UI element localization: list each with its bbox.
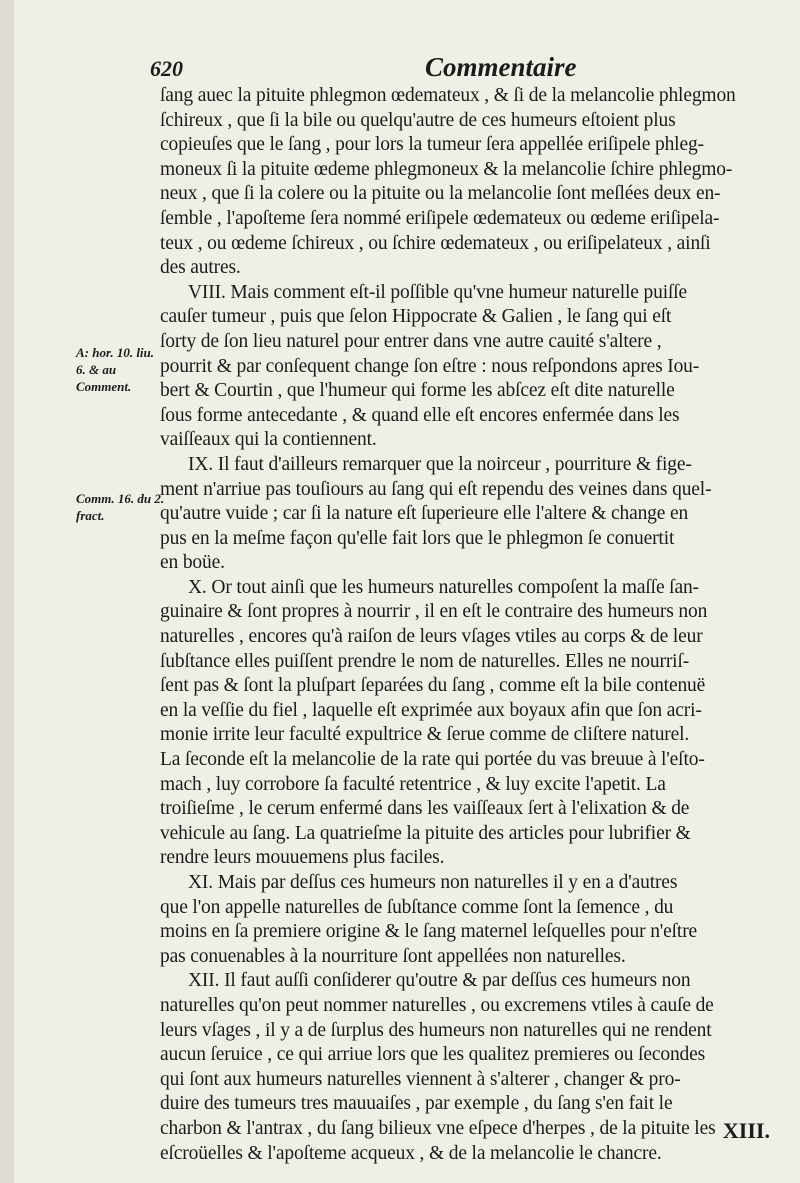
text-line: X. Or tout ainſi que les humeurs naturelles compoſent la maſſe ſan-: [188, 576, 699, 598]
text-line: troiſieſme , le cerum enfermé dans les vaiſſeaux ſert à l'elixation & de: [160, 798, 690, 820]
running-title: Commentaire: [425, 52, 577, 82]
text-line: teux , ou œdeme ſchireux , ou ſchire œdemateux , ou eriſipelateux , ainſi: [160, 232, 711, 254]
catchword: XIII.: [722, 1118, 770, 1143]
text-line: ſchireux , que ſi la bile ou quelqu'autre de ces humeurs eſtoient plus: [160, 109, 676, 131]
text-line: rendre leurs mouuemens plus faciles.: [160, 847, 445, 869]
text-line: duire des tumeurs tres mauuaiſes , par exemple , du ſang s'en fait le: [160, 1093, 673, 1115]
body-text: [160, 84, 800, 1166]
text-line: des autres.: [160, 257, 241, 279]
text-line: en boüe.: [160, 552, 225, 574]
text-line: ſemble , l'apoſteme ſera nommé eriſipele œdemateux ou œdeme eriſipela-: [160, 207, 720, 229]
text-line: pus en la meſme façon qu'elle fait lors que le phlegmon ſe conuertit: [160, 527, 675, 549]
text-line: pas conuenables à la nourriture ſont appellées non naturelles.: [160, 945, 626, 967]
margin-note: Comm. 16. du 2. fract.: [76, 491, 165, 523]
text-line: copieuſes que le ſang , pour lors la tumeur ſera appellée eriſipele phleg-: [160, 134, 704, 156]
text-line: ſang auec la pituite phlegmon œdemateux , & ſi de la melancolie phlegmon: [160, 85, 736, 106]
text-line: que l'on appelle naturelles de ſubſtance comme ſont la ſemence , du: [160, 896, 674, 918]
text-line: XII. Il faut auſſi conſiderer qu'outre & par deſſus ces humeurs non: [188, 970, 691, 992]
text-line: XI. Mais par deſſus ces humeurs non naturelles il y en a d'autres: [188, 872, 678, 893]
text-line: vaiſſeaux qui la contiennent.: [160, 429, 377, 451]
text-line: leurs vſages , il y a de ſurplus des humeurs non naturelles qui ne rendent: [160, 1019, 712, 1041]
text-line: vehicule au ſang. La quatrieſme la pituite des articles pour lubrifier &: [160, 822, 691, 844]
text-line: guinaire & ſont propres à nourrir , il en eſt le contraire des humeurs non: [160, 601, 708, 623]
text-line: ſous forme antecedante , & quand elle eſt encores enfermée dans les: [160, 404, 680, 426]
page-number: 620: [150, 56, 183, 81]
text-line: qu'autre vuide ; car ſi la nature eſt ſuperieure elle l'altere & change en: [160, 503, 689, 525]
text-line: moneux ſi la pituite œdeme phlegmoneux & la melancolie ſchire phlegmo-: [160, 158, 733, 180]
text-line: naturelles , encores qu'à raiſon de leurs vſages vtiles au corps & de leur: [160, 626, 703, 648]
text-line: IX. Il faut d'ailleurs remarquer que la noirceur , pourriture & fige-: [188, 453, 692, 475]
text-line: eſcroüelles & l'apoſteme acqueux , & de la melancolie le chancre.: [160, 1142, 662, 1164]
text-line: naturelles qu'on peut nommer naturelles , ou excremens vtiles à cauſe de: [160, 994, 714, 1016]
text-line: VIII. Mais comment eſt-il poſſible qu'vne humeur naturelle puiſſe: [188, 281, 688, 303]
text-line: pourrit & par conſequent change ſon eſtre : nous reſpondons apres Iou-: [160, 355, 700, 377]
text-line: moins en ſa premiere origine & le ſang maternel leſquelles pour n'eſtre: [160, 921, 698, 943]
text-line: ſubſtance elles puiſſent prendre le nom de naturelles. Elles ne nourriſ-: [160, 650, 690, 672]
text-line: ſent pas & ſont la pluſpart ſeparées du ſang , comme eſt la bile contenuë: [160, 675, 706, 697]
text-line: mach , luy corrobore ſa faculté retentrice , & luy excite l'apetit. La: [160, 773, 666, 795]
margin-note: A: hor. 10. liu. 6. & au Comment.: [76, 345, 155, 394]
text-line: bert & Courtin , que l'humeur qui forme les abſcez eſt dite naturelle: [160, 380, 675, 402]
text-line: monie irrite leur faculté expultrice & ſerue comme de cliſtere naturel.: [160, 724, 690, 746]
text-line: qui ſont aux humeurs naturelles viennent à s'alterer , changer & pro-: [160, 1068, 681, 1090]
text-line: ſorty de ſon lieu naturel pour entrer dans vne autre cauité s'altere ,: [160, 330, 662, 352]
text-line: en la veſſie du fiel , laquelle eſt exprimée aux boyaux afin que ſon acri-: [160, 699, 702, 721]
text-line: La ſeconde eſt la melancolie de la rate qui portée du vas breuue à l'eſto-: [160, 749, 705, 771]
page-header: [150, 50, 790, 86]
text-line: cauſer tumeur , puis que ſelon Hippocrate & Galien , le ſang qui eſt: [160, 306, 672, 328]
text-line: charbon & l'antrax , du ſang bilieux vne eſpece d'herpes , de la pituite les: [160, 1117, 716, 1139]
text-line: neux , que ſi la colere ou la pituite ou la melancolie ſont meſlées deux en-: [160, 183, 721, 205]
text-line: aucun ſeruice , ce qui arriue lors que les qualitez premieres ou ſecondes: [160, 1044, 706, 1066]
text-line: ment n'arriue pas touſiours au ſang qui eſt rependu des veines dans quel-: [160, 478, 712, 500]
